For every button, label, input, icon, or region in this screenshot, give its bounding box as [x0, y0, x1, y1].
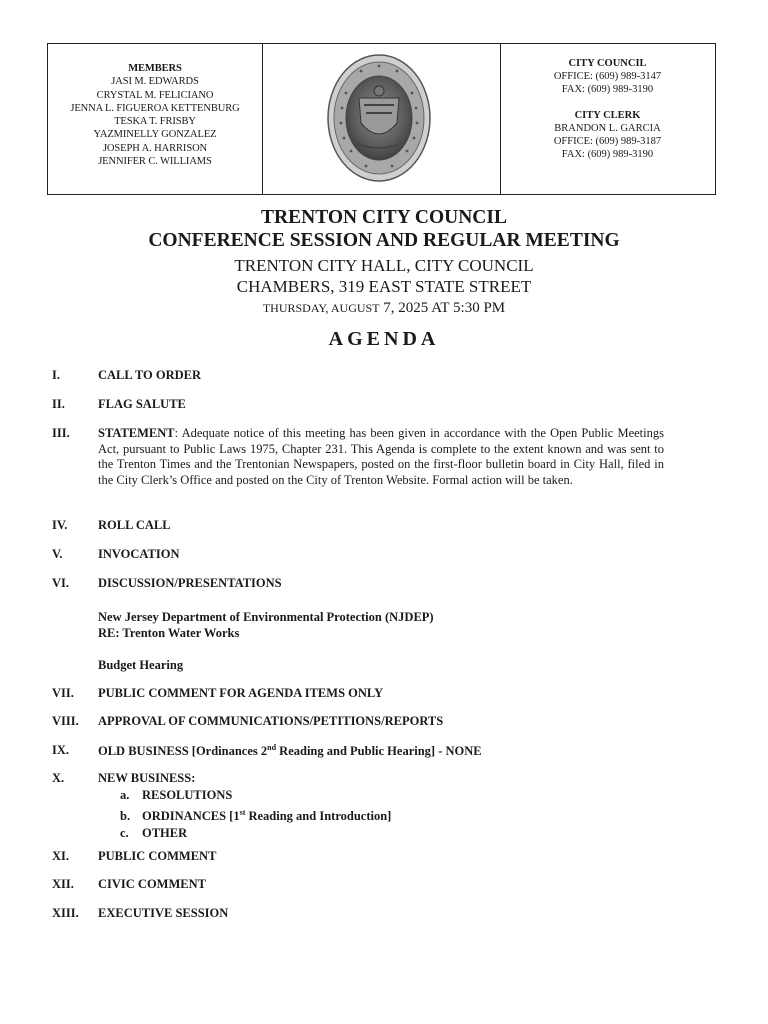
- item-number: II.: [52, 397, 65, 411]
- item-title: CIVIC COMMENT: [98, 877, 206, 891]
- item-title: CALL TO ORDER: [98, 368, 202, 382]
- item-number: XIII.: [52, 906, 79, 920]
- item-title: PUBLIC COMMENT: [98, 849, 217, 863]
- item-number: VIII.: [52, 714, 79, 728]
- new-business-list: [120, 787, 391, 842]
- location-line-2: CHAMBERS, 319 EAST STATE STREET: [236, 277, 532, 296]
- item-title: FLAG SALUTE: [98, 397, 186, 411]
- letterhead-box: [47, 43, 716, 195]
- item-title: PUBLIC COMMENT FOR AGENDA ITEMS ONLY: [98, 686, 384, 700]
- city-clerk-heading: CITY CLERK: [574, 110, 641, 122]
- item-title: NEW BUSINESS:: [98, 771, 196, 785]
- item-number: IX.: [52, 743, 70, 757]
- members-column: [48, 44, 263, 194]
- item-title: ROLL CALL: [98, 518, 171, 532]
- item-title: DISCUSSION/PRESENTATIONS: [98, 576, 282, 590]
- seal-column: [262, 44, 501, 194]
- council-fax: FAX: (609) 989-3190: [561, 83, 654, 95]
- item-number: VI.: [52, 576, 70, 590]
- city-clerk-name: BRANDON L. GARCIA: [554, 123, 661, 135]
- list-item: b. ORDINANCES [1st Reading and Introduction]: [120, 808, 392, 824]
- item-title: INVOCATION: [98, 547, 180, 561]
- item-title: OLD BUSINESS [Ordinances 2nd Reading and Public Hearing] - NONE: [98, 743, 482, 759]
- location-line-1: TRENTON CITY HALL, CITY COUNCIL: [234, 256, 534, 275]
- members-heading: MEMBERS: [128, 63, 182, 74]
- member-name: JENNA L. FIGUEROA KETTENBURG: [70, 102, 240, 114]
- member-name: CRYSTAL M. FELICIANO: [96, 89, 214, 101]
- council-office-phone: OFFICE: (609) 989-3147: [553, 70, 662, 82]
- item-number: I.: [52, 368, 60, 382]
- list-item: c. OTHER: [120, 826, 188, 841]
- item-number: XII.: [52, 877, 74, 891]
- presentation-title: New Jersey Department of Environmental Protection (NJDEP) RE: Trenton Water Works: [98, 610, 434, 640]
- title-block: [0, 206, 768, 351]
- city-seal: [326, 53, 432, 183]
- item-title: EXECUTIVE SESSION: [98, 906, 229, 920]
- clerk-office-phone: OFFICE: (609) 989-3187: [553, 135, 662, 147]
- statement-paragraph: STATEMENT: Adequate notice of this meeting has been given in accordance with the Open Public Meetings Act, pursuant to Public Laws 1975, Chapter 231. This Agenda is complete to the extent known and was sent to the Trenton Times and the Trentonian Newspapers, posted on the first-floor bulletin board in City Hall, filed in the City Clerk’s Office and posted on the City of Trenton Website. Formal action will be taken.: [98, 426, 664, 487]
- item-number: X.: [52, 771, 65, 785]
- item-number: IV.: [52, 518, 68, 532]
- item-number: III.: [52, 426, 70, 440]
- member-name: JOSEPH A. HARRISON: [102, 142, 208, 154]
- city-council-heading: CITY COUNCIL: [568, 58, 647, 69]
- item-title: APPROVAL OF COMMUNICATIONS/PETITIONS/REPORTS: [98, 714, 444, 728]
- meeting-date: THURSDAY, AUGUST 7, 2025 AT 5:30 PM: [262, 300, 506, 316]
- item-number: VII.: [52, 686, 74, 700]
- item-number: V.: [52, 547, 63, 561]
- member-name: YAZMINELLY GONZALEZ: [93, 129, 217, 141]
- member-name: JENNIFER C. WILLIAMS: [98, 156, 212, 168]
- contact-column: [500, 44, 715, 194]
- item-number: XI.: [52, 849, 70, 863]
- meeting-title: CONFERENCE SESSION AND REGULAR MEETING: [148, 230, 620, 251]
- member-name: TESKA T. FRISBY: [114, 116, 196, 128]
- list-item: a. RESOLUTIONS: [120, 788, 233, 802]
- budget-hearing: Budget Hearing: [98, 658, 184, 672]
- member-name: JASI M. EDWARDS: [111, 76, 199, 88]
- agenda-heading: AGENDA: [328, 328, 440, 350]
- clerk-fax: FAX: (609) 989-3190: [561, 148, 654, 160]
- council-title: TRENTON CITY COUNCIL: [261, 207, 507, 228]
